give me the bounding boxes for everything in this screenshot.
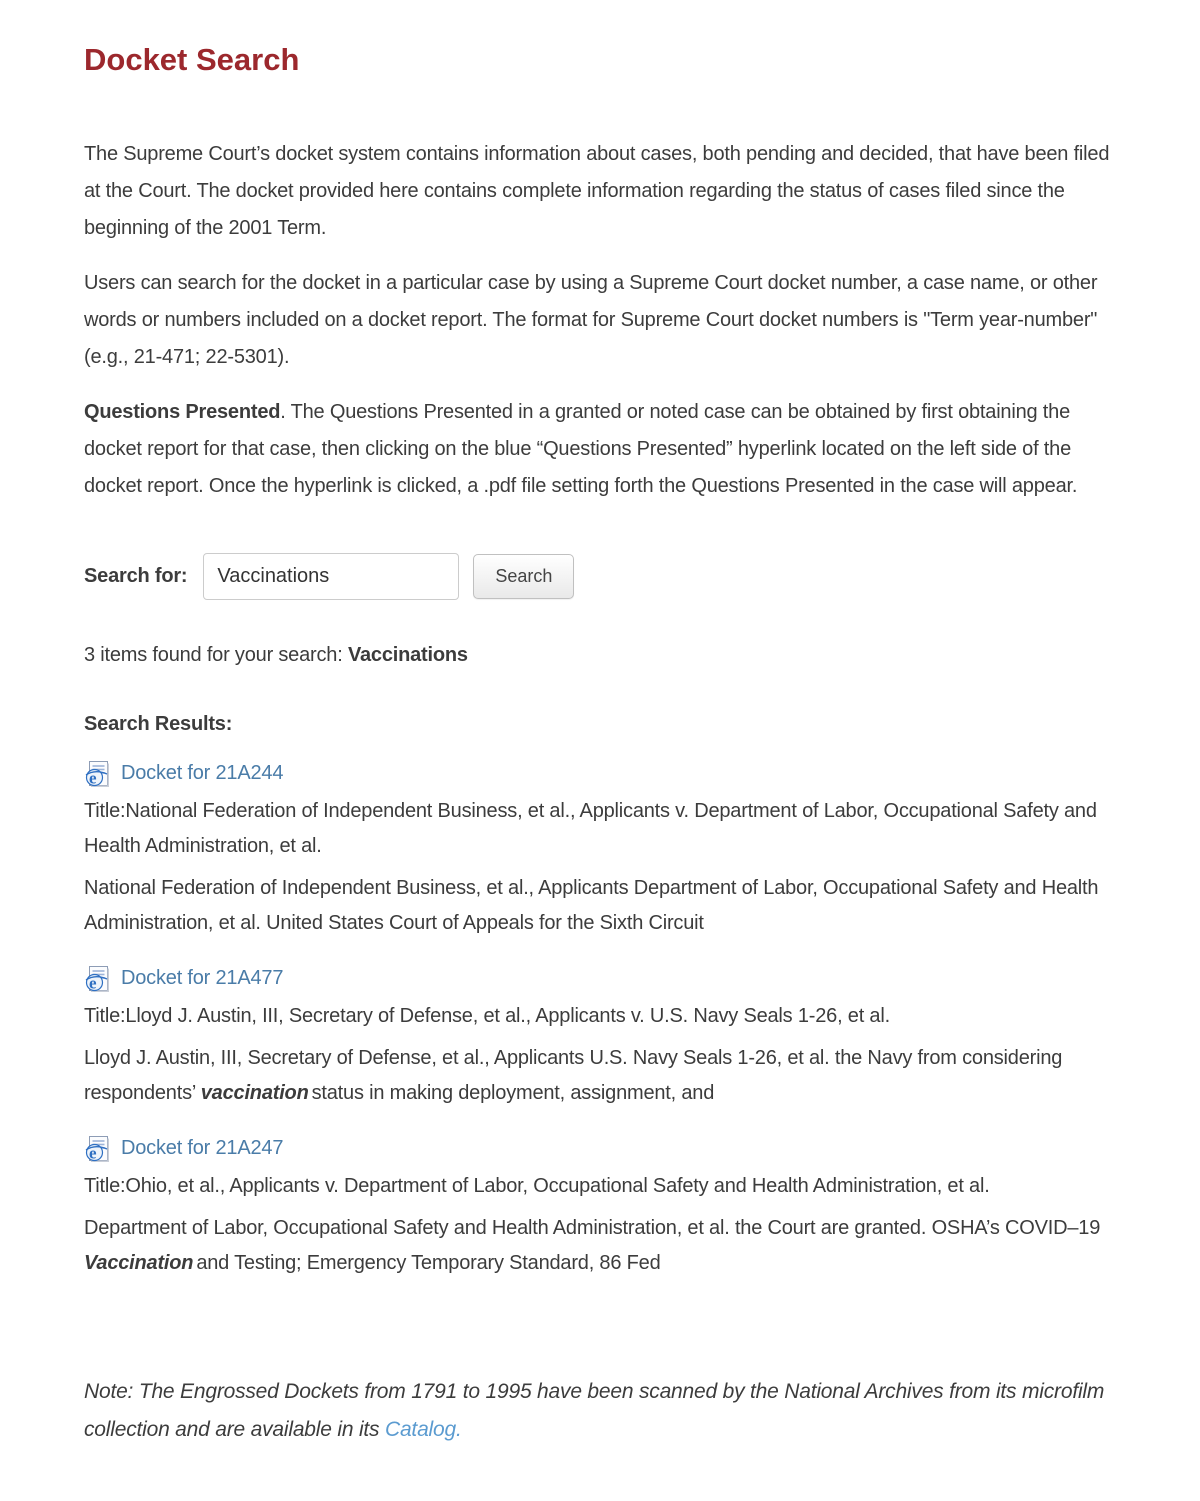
intro-paragraph-3 — [84, 394, 1118, 505]
result-3-link-row — [84, 1135, 1118, 1162]
results-summary — [84, 644, 1118, 667]
result-3-title: Title:Ohio, et al., Applicants v. Department of Labor, Occupational Safety and Health Administration, et al. — [84, 1175, 990, 1197]
search-input[interactable] — [203, 553, 459, 600]
result-2-snippet — [84, 1041, 1118, 1111]
search-button[interactable]: Search — [473, 554, 574, 599]
archives-note — [84, 1373, 1118, 1479]
result-1-snippet-emphasis — [704, 912, 707, 934]
result-1-snippet-text: National Federation of Independent Business, et al., Applicants Department of Labor, Occupational Safety and Health Administration, et al. United States Court of Appeals for the Sixth Circuit — [84, 877, 1099, 934]
result-2-snippet-tail: status in making deployment, assignment, and — [311, 1082, 715, 1104]
html-document-icon — [84, 760, 111, 787]
result-2-title: Title:Lloyd J. Austin, III, Secretary of Defense, et al., Applicants v. U.S. Navy Seals 1-26, et al. — [84, 1005, 890, 1027]
questions-presented-label: Questions Presented — [84, 401, 281, 423]
questions-presented-text: . The Questions Presented in a granted or noted case can be obtained by first obtaining the docket report for that case, then clicking on the blue “Questions Presented” hyperlink located on the left side of the docket report. Once the hyperlink is clicked, a .pdf file setting forth the Questions Presented in the case will appear. — [84, 401, 1078, 497]
result-3-snippet-emphasis: Vaccination — [84, 1252, 194, 1274]
search-for-label: Search for: — [84, 565, 188, 587]
result-2-link-row — [84, 965, 1118, 992]
result-3-snippet — [84, 1211, 1118, 1281]
search-result-3 — [84, 1135, 1118, 1281]
result-2-snippet-emphasis: vaccination — [200, 1082, 309, 1104]
result-2-snippet-text: Lloyd J. Austin, III, Secretary of Defense, et al., Applicants U.S. Navy Seals 1-26, et al. the Navy from considering respondents’ — [84, 1047, 1063, 1104]
result-1-snippet — [84, 871, 1118, 941]
docket-link-21A247[interactable]: Docket for 21A247 — [121, 1137, 284, 1159]
intro-paragraph-1: The Supreme Court’s docket system contains information about cases, both pending and decided, that have been filed at the Court. The docket provided here contains complete information regarding the status of cases filed since the beginning of the 2001 Term. — [84, 143, 1110, 239]
html-document-icon — [84, 1135, 111, 1162]
archives-note-text: Note: The Engrossed Dockets from 1791 to 1995 have been scanned by the National Archives from its microfilm collection and are available in its — [84, 1380, 1105, 1441]
docket-link-21A477[interactable]: Docket for 21A477 — [121, 967, 284, 989]
html-document-icon — [84, 965, 111, 992]
results-summary-term: Vaccinations — [347, 644, 468, 666]
result-1-link-row — [84, 760, 1118, 787]
intro-paragraph-2: Users can search for the docket in a particular case by using a Supreme Court docket number, a case name, or other words or numbers included on a docket report. The format for Supreme Court docket numbers is "Term year-number" (e.g., 21-471; 22-5301). — [84, 272, 1098, 368]
search-form — [84, 553, 1118, 600]
result-3-snippet-tail: and Testing; Emergency Temporary Standard, 86 Fed — [196, 1252, 661, 1274]
result-1-title: Title:National Federation of Independent Business, et al., Applicants v. Department of Labor, Occupational Safety and Health Administration, et al. — [84, 800, 1097, 857]
search-result-1 — [84, 760, 1118, 941]
search-result-2 — [84, 965, 1118, 1111]
result-3-snippet-text: Department of Labor, Occupational Safety and Health Administration, et al. the Court are granted. OSHA’s COVID–19 — [84, 1217, 1101, 1239]
results-summary-prefix: 3 items found for your search: — [84, 644, 348, 666]
catalog-link[interactable]: Catalog. — [384, 1418, 462, 1441]
docket-link-21A244[interactable]: Docket for 21A244 — [121, 762, 284, 784]
search-results-heading: Search Results: — [84, 713, 233, 735]
page-title: Docket Search — [84, 42, 300, 77]
